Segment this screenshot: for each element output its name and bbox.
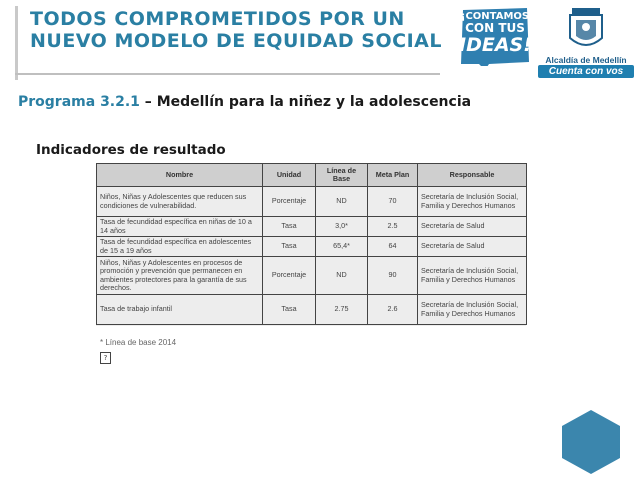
header-nombre: Nombre [97, 164, 263, 187]
logo-city-name: Alcaldía de Medellín [545, 55, 627, 65]
cell-responsable: Secretaría de Inclusión Social, Familia y Derechos Humanos [418, 295, 527, 325]
ideas-badge-line2: CON TUS [465, 21, 525, 35]
program-name: Medellín para la niñez y la adolescencia [156, 94, 472, 110]
section-title: Indicadores de resultado [36, 142, 226, 158]
program-code: Programa 3.2.1 [18, 94, 140, 110]
cell-nombre: Tasa de fecundidad específica en adolescentes de 15 a 19 años [97, 237, 263, 257]
cell-linea-base: 2.75 [316, 295, 368, 325]
table-row [97, 295, 527, 325]
cell-linea-base: 65,4* [316, 237, 368, 257]
cell-unidad: Porcentaje [263, 257, 316, 295]
cell-responsable: Secretaría de Salud [418, 237, 527, 257]
cell-nombre: Tasa de fecundidad específica en niñas de 10 a 14 años [97, 217, 263, 237]
ideas-badge-icon [459, 6, 531, 66]
cell-responsable: Secretaría de Inclusión Social, Familia y Derechos Humanos [418, 187, 527, 217]
cell-linea-base: 3,0* [316, 217, 368, 237]
header-responsable: Responsable [418, 164, 527, 187]
cell-meta-plan: 64 [368, 237, 418, 257]
missing-glyph-icon: ? [100, 352, 111, 364]
hexagon-decoration-icon [560, 408, 622, 476]
title-accent-line [15, 6, 18, 80]
program-heading [18, 94, 471, 110]
ideas-badge-text [459, 6, 531, 55]
cell-unidad: Tasa [263, 217, 316, 237]
page-title-line2: NUEVO MODELO DE EQUIDAD SOCIAL [30, 30, 442, 52]
table-header-row [97, 164, 527, 187]
ideas-badge-line1: ¡CONTAMOS [460, 11, 530, 22]
table-row [97, 237, 527, 257]
alcaldia-logo [538, 6, 634, 78]
cell-unidad: Porcentaje [263, 187, 316, 217]
cell-linea-base: ND [316, 187, 368, 217]
cell-meta-plan: 2.6 [368, 295, 418, 325]
cell-nombre: Niños, Niñas y Adolescentes en procesos de promoción y prevención que permanecen en ambientes protectores para la garantía de sus derechos. [97, 257, 263, 295]
table-footnote: * Línea de base 2014 [100, 338, 177, 347]
page-title [30, 8, 450, 52]
page-title-line1: TODOS COMPROMETIDOS POR UN [30, 8, 405, 30]
indicators-table-container [96, 163, 526, 326]
table-row [97, 257, 527, 295]
header-meta-plan: Meta Plan [368, 164, 418, 187]
medellin-coat-of-arms-icon [538, 6, 634, 54]
indicators-table [96, 163, 527, 325]
logo-slogan: Cuenta con vos [538, 65, 634, 78]
table-row [97, 187, 527, 217]
header-unidad: Unidad [263, 164, 316, 187]
cell-responsable: Secretaría de Inclusión Social, Familia y Derechos Humanos [418, 257, 527, 295]
header-linea-base: Línea de Base [316, 164, 368, 187]
cell-nombre: Niños, Niñas y Adolescentes que reducen sus condiciones de vulnerabilidad. [97, 187, 263, 217]
cell-meta-plan: 90 [368, 257, 418, 295]
cell-linea-base: ND [316, 257, 368, 295]
cell-nombre: Tasa de trabajo infantil [97, 295, 263, 325]
cell-unidad: Tasa [263, 295, 316, 325]
title-divider [15, 73, 440, 75]
ideas-badge-line3: IDEAS! [459, 34, 532, 56]
cell-meta-plan: 70 [368, 187, 418, 217]
cell-meta-plan: 2.5 [368, 217, 418, 237]
cell-responsable: Secretaría de Salud [418, 217, 527, 237]
cell-unidad: Tasa [263, 237, 316, 257]
program-separator: – [139, 94, 157, 110]
table-row [97, 217, 527, 237]
